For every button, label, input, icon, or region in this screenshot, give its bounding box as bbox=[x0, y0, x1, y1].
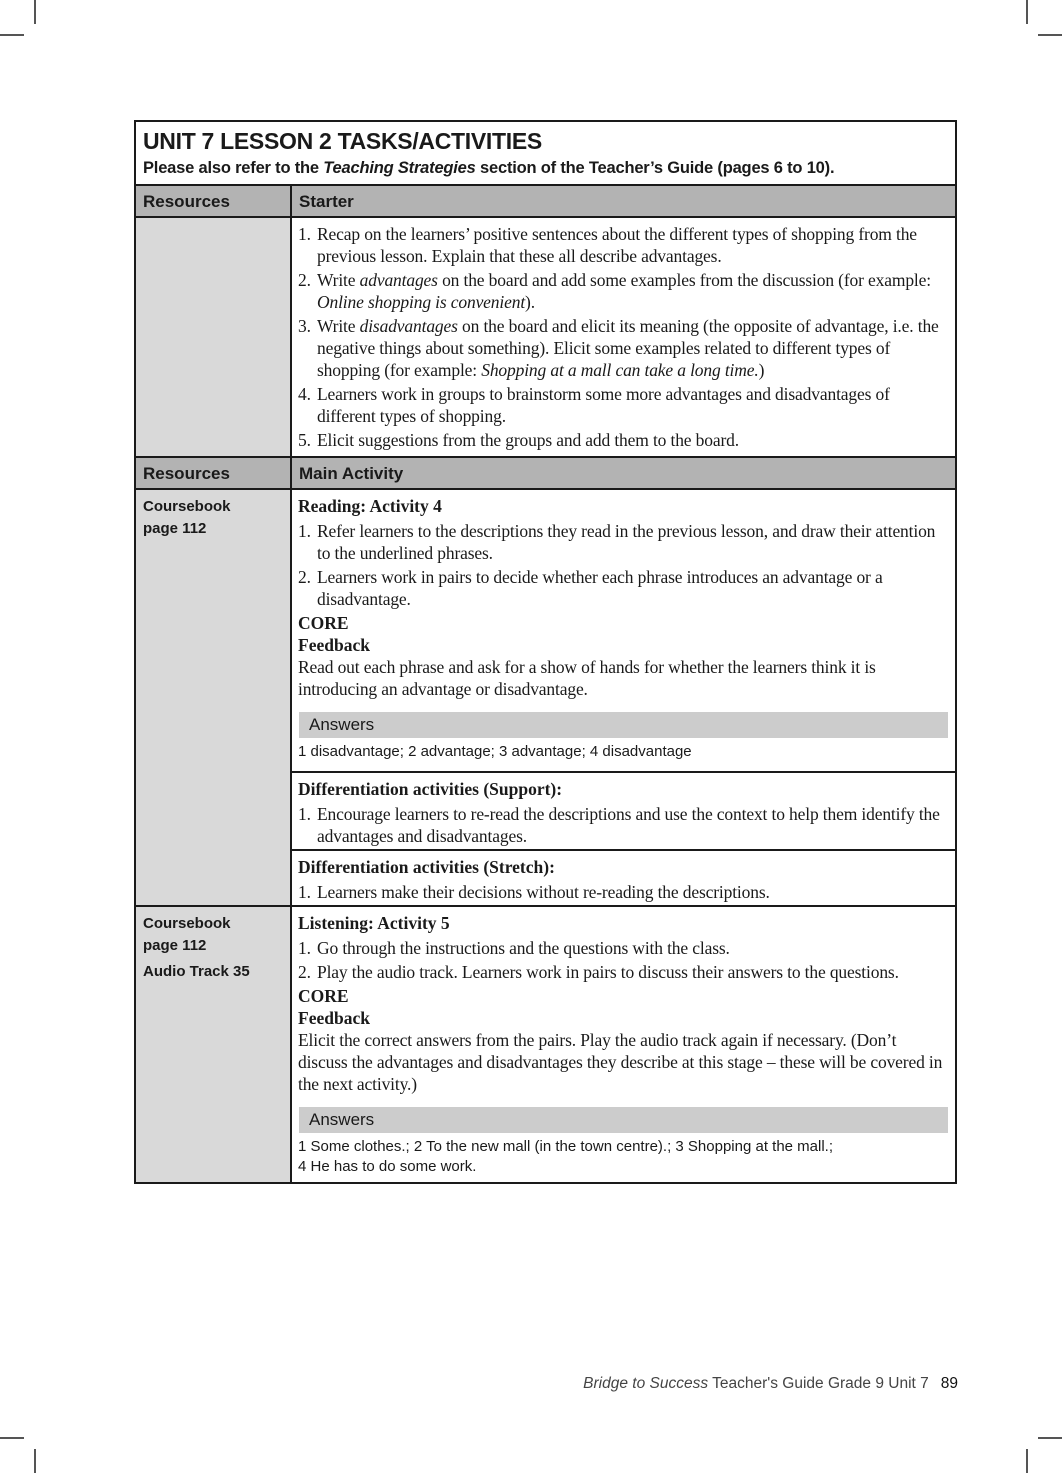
step-text: on the board and add some examples from the discussion (for example: bbox=[437, 270, 931, 290]
answers-bar: Answers bbox=[299, 1107, 948, 1133]
listening-activity-title: Listening: Activity 5 bbox=[298, 913, 450, 933]
resource-coursebook: Coursebook bbox=[143, 915, 231, 932]
list-item bbox=[298, 429, 949, 451]
listening-resources-cell bbox=[136, 907, 292, 1182]
step-text: Learners work in groups to brainstorm some more advantages and disadvantages of different types of shopping. bbox=[317, 384, 890, 426]
list-item bbox=[298, 383, 949, 427]
crop-mark bbox=[1038, 1437, 1062, 1439]
subtitle-text: Please also refer to the bbox=[143, 159, 324, 177]
list-item bbox=[298, 223, 949, 267]
support-steps-list bbox=[298, 803, 949, 847]
stretch-title: Differentiation activities (Stretch): bbox=[298, 857, 555, 877]
listening-row bbox=[136, 905, 955, 1182]
resource-coursebook: Coursebook bbox=[143, 498, 231, 515]
resource-page: page 112 bbox=[143, 937, 207, 954]
step-text: Elicit suggestions from the groups and add them to the board. bbox=[317, 430, 739, 450]
step-text: Recap on the learners’ positive sentences about the different types of shopping from the previous lesson. Explain that these all describe advantages. bbox=[317, 224, 917, 266]
page-title: UNIT 7 LESSON 2 TASKS/ACTIVITIES bbox=[143, 128, 542, 154]
crop-mark bbox=[0, 1437, 24, 1439]
reading-steps-list bbox=[298, 520, 949, 610]
core-label: CORE bbox=[298, 613, 349, 633]
step-text: ). bbox=[525, 292, 535, 312]
step-number: 2. bbox=[298, 270, 311, 290]
step-text: disadvantages bbox=[359, 316, 458, 336]
list-item bbox=[298, 803, 949, 847]
step-number: 1. bbox=[298, 804, 311, 824]
step-number: 1. bbox=[298, 938, 311, 958]
step-number: 3. bbox=[298, 316, 311, 336]
subtitle-text: section of the Teacher’s Guide (pages 6 to 10). bbox=[475, 159, 835, 177]
step-text: Play the audio track. Learners work in pairs to discuss their answers to the questions. bbox=[317, 962, 899, 982]
step-text: Encourage learners to re-read the descriptions and use the context to help them identify the advantages and disadvantages. bbox=[317, 804, 940, 846]
answers-text bbox=[298, 1137, 949, 1182]
starter-content bbox=[292, 218, 955, 456]
crop-mark bbox=[34, 1449, 36, 1473]
answers-bar: Answers bbox=[299, 712, 948, 738]
step-text: Write bbox=[317, 316, 360, 336]
reading-content bbox=[292, 490, 955, 905]
list-item bbox=[298, 315, 949, 381]
stretch-steps-list bbox=[298, 881, 949, 903]
starter-header: Starter bbox=[292, 186, 955, 216]
support-title: Differentiation activities (Support): bbox=[298, 779, 563, 799]
step-text: Go through the instructions and the questions with the class. bbox=[317, 938, 730, 958]
book-title: Bridge to Success bbox=[583, 1375, 709, 1392]
crop-mark bbox=[0, 34, 24, 36]
feedback-label: Feedback bbox=[298, 1008, 370, 1028]
step-number: 1. bbox=[298, 224, 311, 244]
starter-row bbox=[136, 216, 955, 456]
reading-activity-title: Reading: Activity 4 bbox=[298, 496, 442, 516]
support-block bbox=[292, 771, 955, 847]
step-text: on the board and elicit its meaning (the opposite of advantage, i.e. the negative things about something). Elicit some examples related to different types of shopping (for example: bbox=[317, 316, 939, 380]
step-text: Write bbox=[317, 270, 360, 290]
page-footer bbox=[570, 1375, 958, 1393]
reading-row bbox=[136, 488, 955, 905]
resources-header: Resources bbox=[136, 458, 292, 488]
main-activity-header: Main Activity bbox=[292, 458, 955, 488]
reading-core-block bbox=[298, 495, 949, 771]
step-text: Online shopping is convenient bbox=[317, 292, 526, 312]
starter-header-row bbox=[136, 186, 955, 216]
resources-header: Resources bbox=[136, 186, 292, 216]
step-number: 2. bbox=[298, 962, 311, 982]
step-number: 1. bbox=[298, 882, 311, 902]
step-number: 5. bbox=[298, 430, 311, 450]
step-number: 2. bbox=[298, 567, 311, 587]
core-label: CORE bbox=[298, 986, 349, 1006]
page-subtitle bbox=[143, 156, 947, 180]
step-number: 1. bbox=[298, 521, 311, 541]
step-text: ) bbox=[758, 360, 765, 380]
starter-steps-list bbox=[298, 223, 949, 451]
step-text: advantages bbox=[359, 270, 438, 290]
feedback-text: Read out each phrase and ask for a show of hands for whether the learners think it is introducing an advantage or disadvantage. bbox=[298, 657, 876, 699]
answers-line: 4 He has to do some work. bbox=[298, 1158, 477, 1175]
crop-mark bbox=[1038, 34, 1062, 36]
step-text: Learners work in pairs to decide whether each phrase introduces an advantage or a disadvantage. bbox=[317, 567, 883, 609]
list-item bbox=[298, 961, 949, 983]
feedback-text: Elicit the correct answers from the pairs. Play the audio track again if necessary. (Don’t discuss the advantages and disadvantages they describe at this stage – these will be covered in the next activity.) bbox=[298, 1030, 943, 1094]
reading-resources-cell bbox=[136, 490, 292, 905]
listening-content bbox=[292, 907, 955, 1182]
step-text: Learners make their decisions without re-reading the descriptions. bbox=[317, 882, 770, 902]
crop-mark bbox=[1026, 1449, 1028, 1473]
list-item bbox=[298, 566, 949, 610]
answers-text: 1 disadvantage; 2 advantage; 3 advantage; 4 disadvantage bbox=[298, 743, 692, 760]
subtitle-emphasis: Teaching Strategies bbox=[323, 159, 476, 177]
starter-resources-cell bbox=[136, 218, 292, 456]
feedback-label: Feedback bbox=[298, 635, 370, 655]
lesson-table bbox=[134, 120, 957, 1184]
crop-mark bbox=[1026, 0, 1028, 24]
answers-line: 1 Some clothes.; 2 To the new mall (in the town centre).; 3 Shopping at the mall.; bbox=[298, 1138, 834, 1155]
list-item bbox=[298, 881, 949, 903]
step-text: Refer learners to the descriptions they read in the previous lesson, and draw their attention to the underlined phrases. bbox=[317, 521, 936, 563]
list-item bbox=[298, 269, 949, 313]
step-text: Shopping at a mall can take a long time. bbox=[481, 360, 759, 380]
crop-mark bbox=[34, 0, 36, 24]
list-item bbox=[298, 937, 949, 959]
step-number: 4. bbox=[298, 384, 311, 404]
page-number: 89 bbox=[940, 1375, 958, 1392]
resource-audio-track: Audio Track 35 bbox=[143, 963, 250, 980]
guide-text: Teacher's Guide Grade 9 Unit 7 bbox=[708, 1375, 929, 1392]
main-header-row bbox=[136, 456, 955, 488]
title-block bbox=[136, 122, 955, 186]
resource-page: page 112 bbox=[143, 520, 207, 537]
list-item bbox=[298, 520, 949, 564]
listening-steps-list bbox=[298, 937, 949, 983]
stretch-block bbox=[292, 849, 955, 903]
